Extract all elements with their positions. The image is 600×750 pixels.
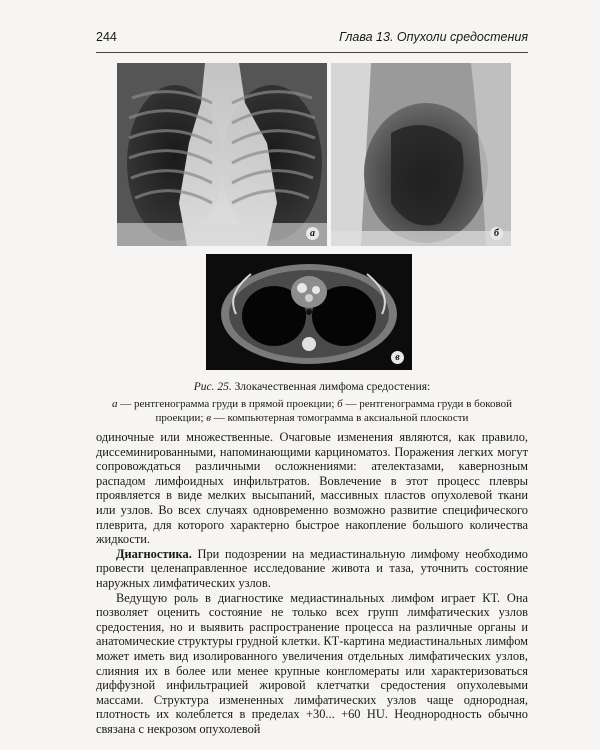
body-text — [96, 430, 528, 736]
caption-a-text: — рентгенограмма груди в прямой проекции; — [117, 398, 338, 410]
figure-title: Злокачественная лимфома средостения: — [231, 381, 431, 393]
caption-b-letter: б — [337, 398, 343, 410]
panel-c-label: в — [391, 351, 404, 364]
ct-axial-image — [206, 254, 412, 370]
paragraph-2 — [96, 547, 528, 591]
page-number: 244 — [96, 30, 117, 44]
figure-number: Рис. 25. — [193, 381, 232, 393]
running-header — [96, 30, 528, 48]
chapter-title: Глава 13. Опухоли средостения — [339, 30, 528, 44]
figure-caption-title — [96, 381, 528, 393]
caption-b-text: — рентгенограмма груди в боковой проекции; — [155, 398, 513, 424]
header-rule — [96, 52, 528, 53]
paragraph-3: Ведущую роль в диагностике медиастинальных лимфом играет КТ. Она позволяет оценить состояние не только всех групп лимфатических узлов средостения, но и выявить распространение процесса на различные органы и анатомические структуры грудной клетки. КТ-картина медиастинальных лимфом может иметь вид изолированного увеличения отдельных лимфатических узлов, слияния их в более или менее крупные конгломераты или характеризоваться диффузной инфильтрацией жировой клетчатки средостения опухолевыми массами. Структура измененных лимфатических узлов чаще однородная, плотность их колеблется в пределах +30... +60 HU. Неоднородность обычно связана с некрозом опухолевой — [96, 590, 528, 736]
section-heading-diagnostics: Диагностика. — [116, 546, 192, 561]
xray-frontal-image — [117, 63, 327, 246]
panel-a-label: а — [306, 227, 319, 240]
paragraph-2-text: При подозрении на медиастинальную лимфому необходимо провести целенаправленное исследование живота и таза, уточнить состояние наружных лимфатических узлов. — [96, 546, 528, 590]
paragraph-1: одиночные или множественные. Очаговые изменения являются, как правило, диссеминированными, напоминающими карциноматоз. Поражения легких могут сопровождаться различными осложнениями: ателектазами, кавернозным распадом лимфоидных инфильтратов. Вовлечение в этот процесс плевры проявляется в виде мелких высыпаний, массивных пластов опухолевой ткани или узлов. Во всех случаях одновременно возможно развитие специфического плеврита, для которого характерно быстрое накопление большого количества жидкости. — [96, 430, 528, 547]
panel-b-label: б — [490, 227, 503, 240]
figure-caption-body — [96, 397, 528, 425]
caption-c-letter: в — [206, 412, 212, 424]
xray-lateral-image — [331, 63, 511, 246]
caption-c-text: — компьютерная томограмма в аксиальной плоскости — [211, 412, 469, 424]
caption-a-letter: а — [111, 398, 118, 410]
